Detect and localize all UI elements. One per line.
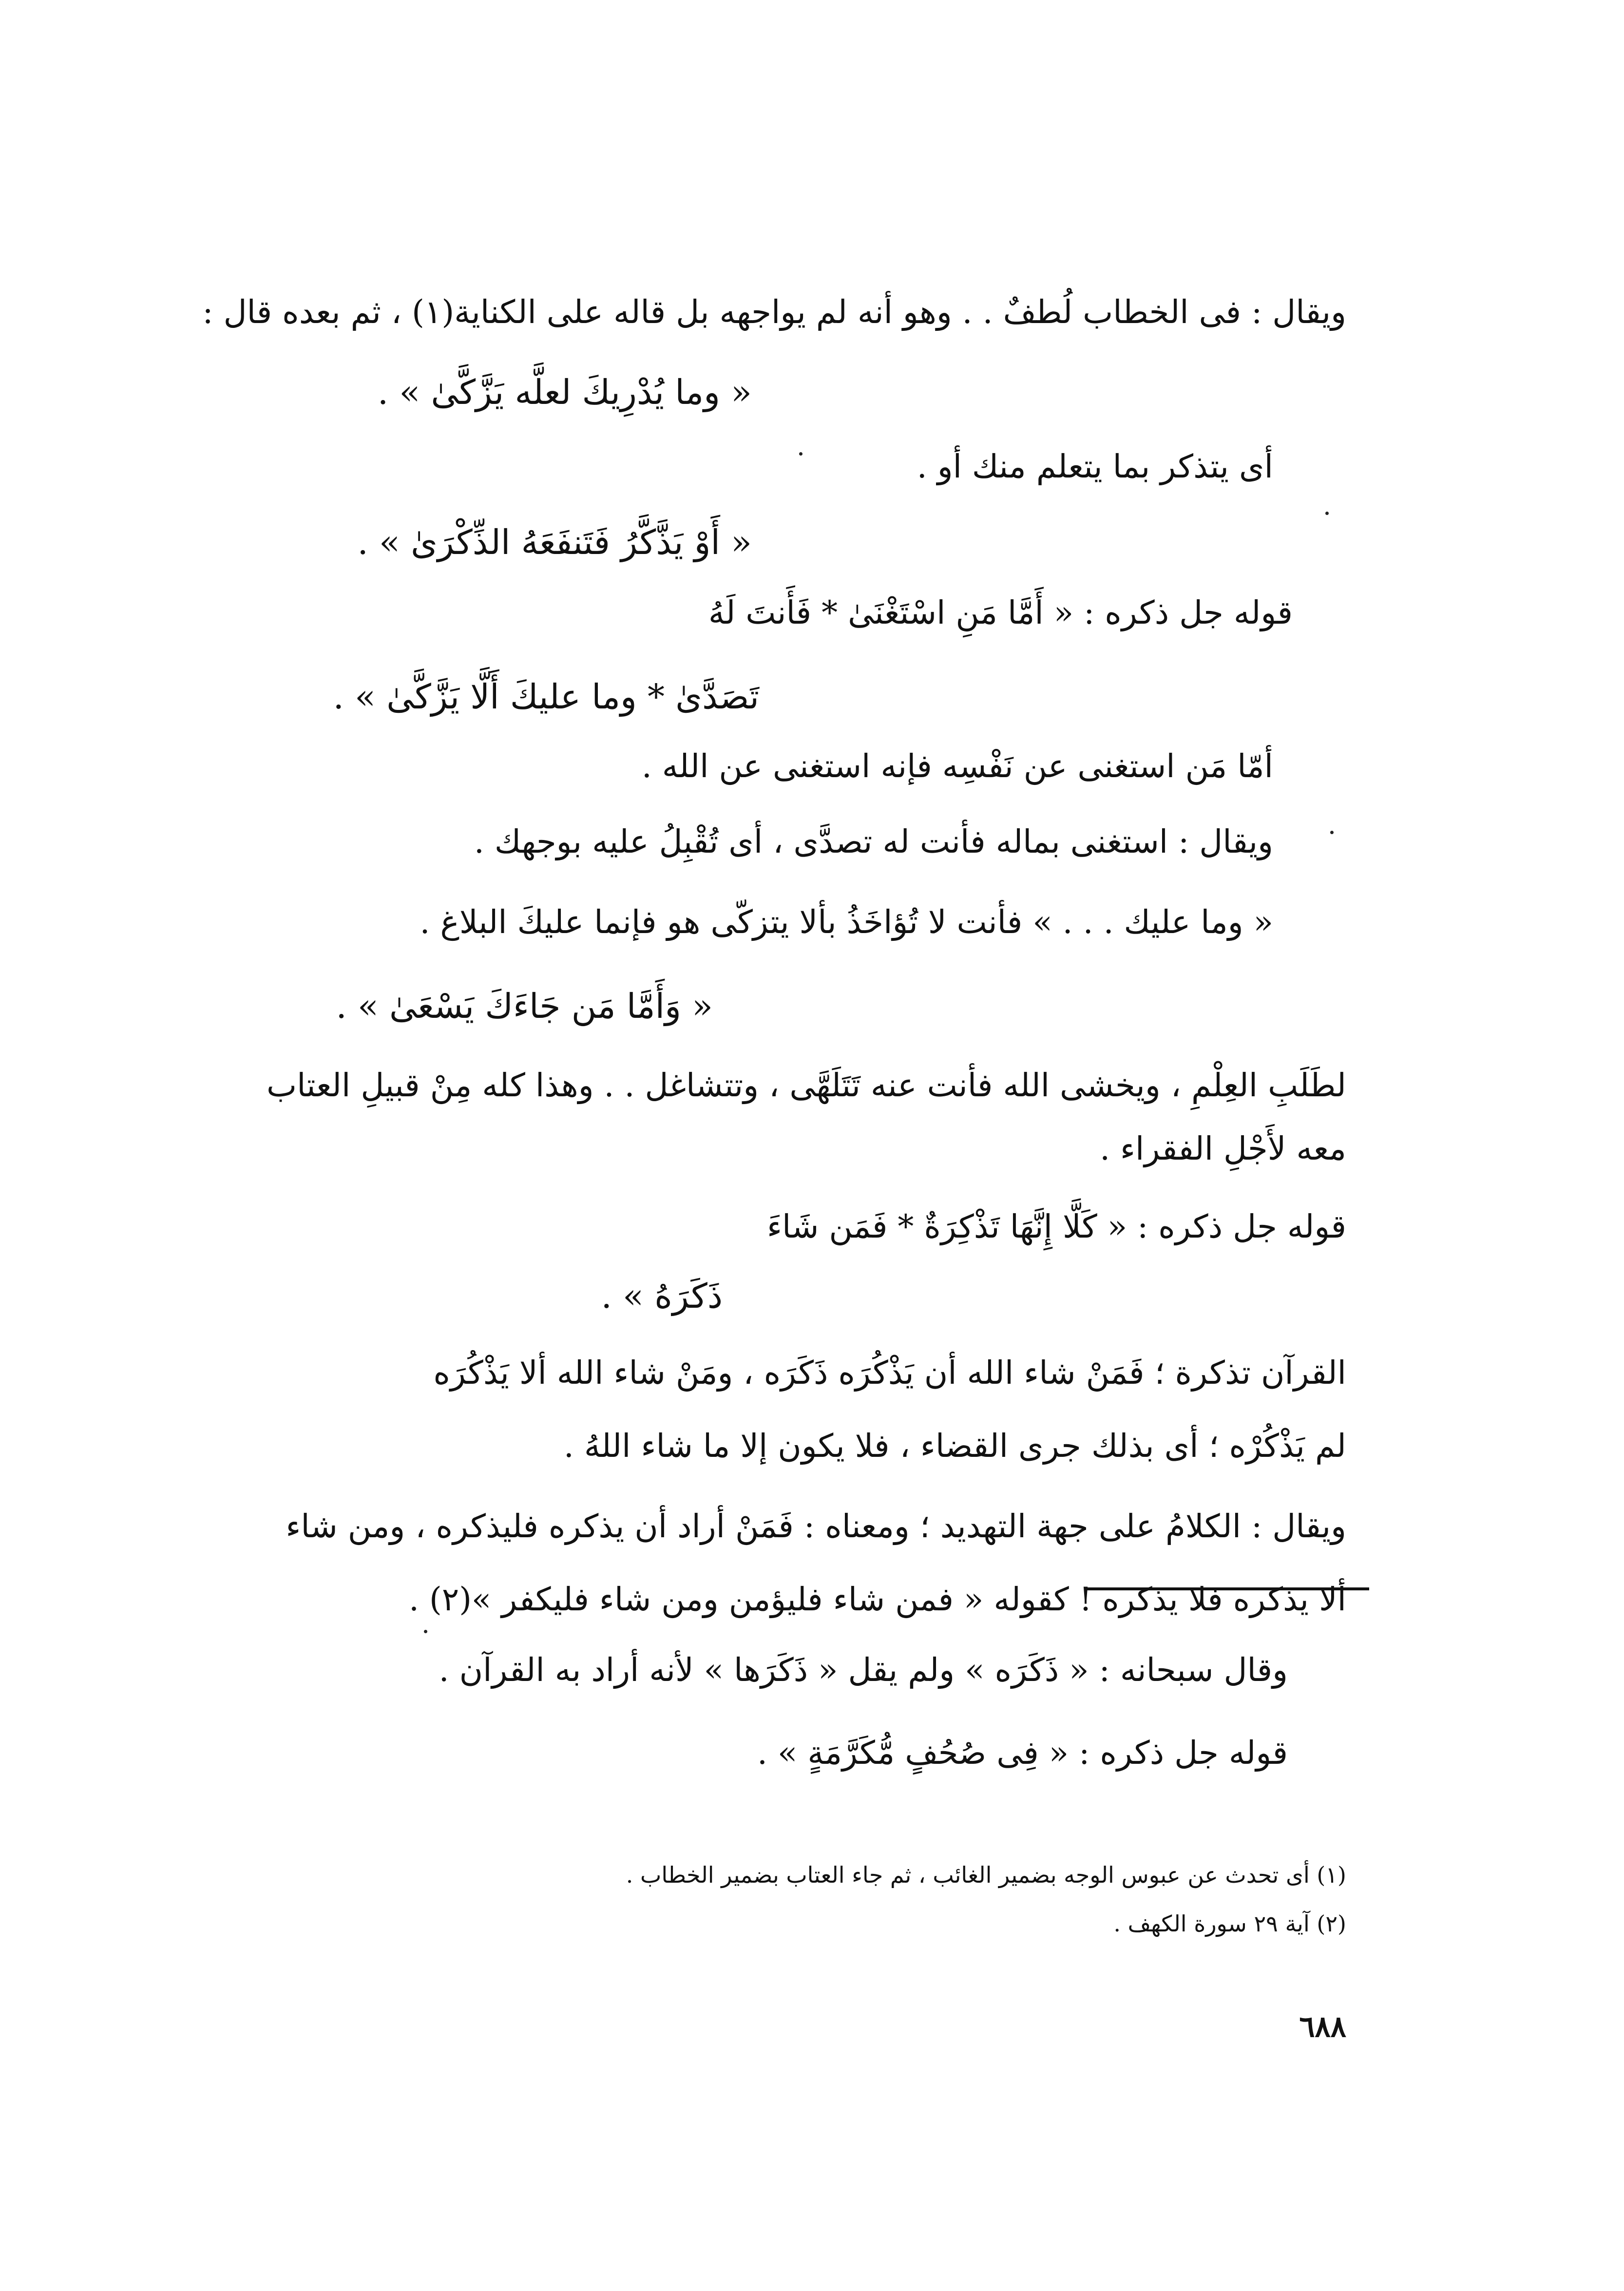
quran-verse-line: تَصَدَّىٰ * وما عليكَ أَلَّا يَزَّكَّىٰ » . — [333, 677, 759, 717]
page-number: ٦٨٨ — [1299, 2010, 1346, 2044]
body-line: « وما عليك . . . » فأنت لا تُؤاخَذُ بألا يتزكّى هو فإنما عليكَ البلاغ . — [420, 903, 1273, 941]
scan-speck — [799, 452, 802, 456]
scan-speck — [1330, 831, 1334, 834]
body-line: معه لأَجْلِ الفقراء . — [1100, 1130, 1346, 1167]
quran-verse-line: ذَكَرَهُ » . — [601, 1276, 723, 1316]
footnote-separator — [1087, 1587, 1369, 1590]
section-heading-line: قوله جل ذكره : « أَمَّا مَنِ اسْتَغْنَىٰ * فَأَنتَ لَهُ — [708, 594, 1293, 631]
body-line: ويقال : استغنى بماله فأنت له تصدَّى ، أى تُقْبِلُ عليه بوجهك . — [474, 823, 1273, 860]
body-line: أمّا مَن استغنى عن نَفْسِه فإنه استغنى عن الله . — [641, 747, 1273, 785]
body-line: ويقال : فى الخطاب لُطفٌ . . وهو أنه لم يواجهه بل قاله على الكناية(١) ، ثم بعده قال : — [202, 293, 1346, 331]
body-line: ألا يذكره فلا يذكره ! كقوله « فمن شاء فليؤمن ومن شاء فليكفر »(٢) . — [409, 1581, 1346, 1618]
body-line: لطَلَبِ العِلْمِ ، ويخشى الله فأنت عنه تَتَلَهَّى ، وتتشاغل . . وهذا كله مِنْ قبيلِ العتاب — [266, 1067, 1346, 1104]
quran-verse-line: « أَوْ يَذَّكَّرُ فَتَنفَعَهُ الذِّكْرَىٰ » . — [357, 522, 752, 562]
scan-speck — [424, 1630, 427, 1633]
scan-speck — [1325, 512, 1329, 515]
section-heading-line: قوله جل ذكره : « فِى صُحُفٍ مُّكَرَّمَةٍ » . — [757, 1734, 1288, 1772]
body-line: ويقال : الكلامُ على جهة التهديد ؛ ومعناه : فَمَنْ أراد أن يذكره فليذكره ، ومن شاء — [286, 1508, 1346, 1545]
body-line: أى يتذكر بما يتعلم منك أو . — [917, 448, 1273, 485]
body-line: لم يَذْكُرْه ؛ أى بذلك جرى القضاء ، فلا يكون إلا ما شاء اللهُ . — [563, 1427, 1346, 1465]
body-line: وقال سبحانه : « ذَكَرَه » ولم يقل « ذَكَرَها » لأنه أراد به القرآن . — [439, 1651, 1288, 1689]
footnote: (٢) آية ٢٩ سورة الكهف . — [1113, 1910, 1346, 1937]
body-line: القرآن تذكرة ؛ فَمَنْ شاء الله أن يَذْكُرَه ذَكَرَه ، ومَنْ شاء الله ألا يَذْكُرَه — [433, 1354, 1346, 1392]
quran-verse-line: « وَأَمَّا مَن جَاءَكَ يَسْعَىٰ » . — [336, 986, 713, 1026]
footnote: (١) أى تحدث عن عبوس الوجه بضمير الغائب ، ثم جاء العتاب بضمير الخطاب . — [626, 1862, 1346, 1888]
quran-verse-line: « وما يُدْرِيكَ لعلَّه يَزَّكَّىٰ » . — [377, 372, 752, 412]
section-heading-line: قوله جل ذكره : « كَلَّا إِنَّهَا تَذْكِرَةٌ * فَمَن شَاءَ — [767, 1208, 1346, 1245]
